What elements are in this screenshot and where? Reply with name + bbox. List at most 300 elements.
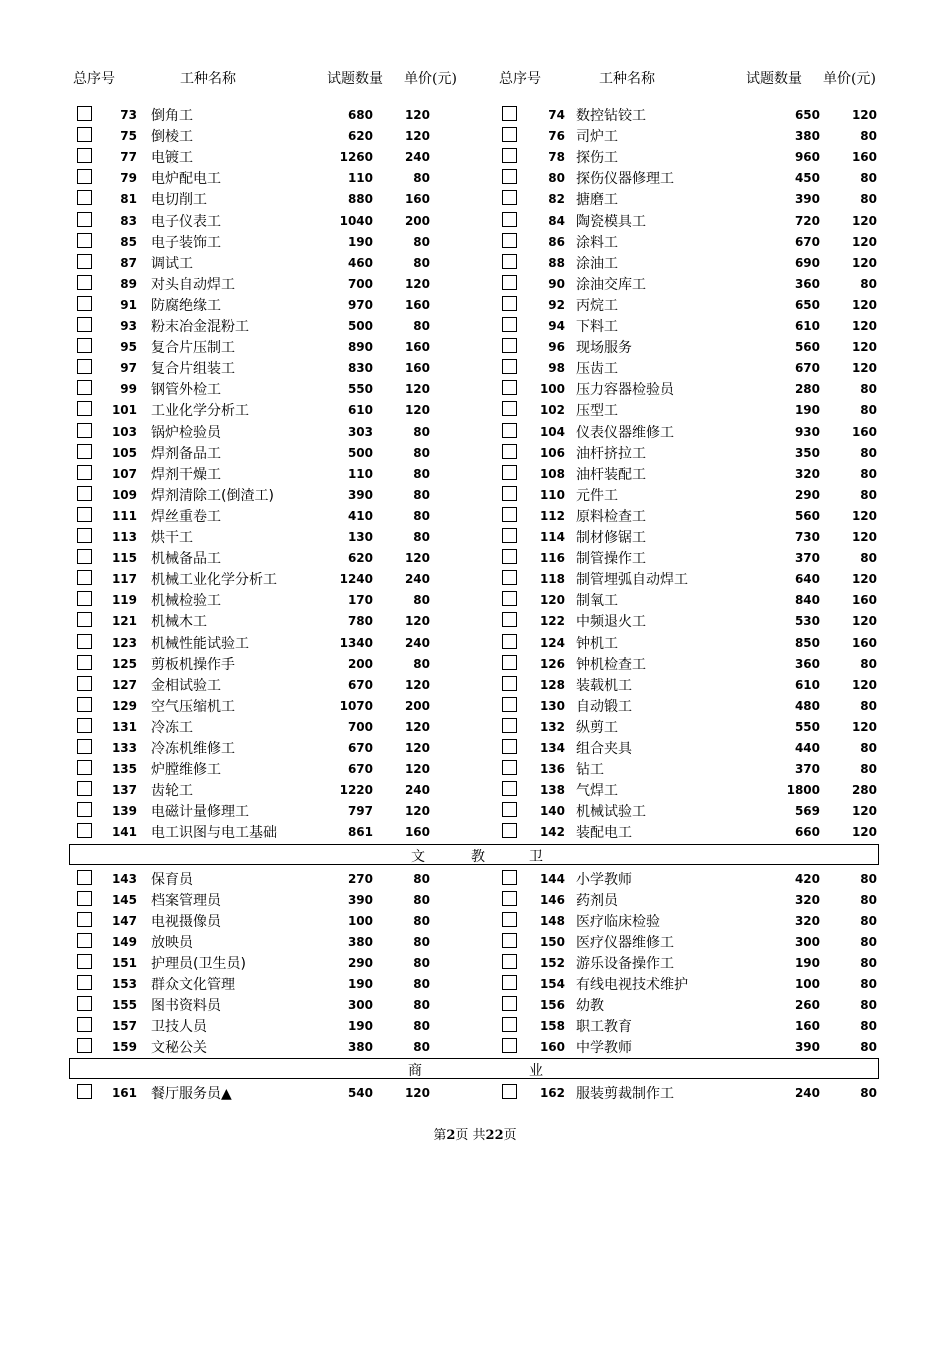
table-row bbox=[0, 1036, 950, 1057]
question-count: 320 bbox=[794, 892, 820, 907]
occupation-name: 调试工 bbox=[151, 255, 193, 272]
question-count: 290 bbox=[794, 487, 820, 502]
unit-price: 80 bbox=[860, 955, 877, 970]
seq-number: 102 bbox=[539, 403, 565, 418]
seq-number: 83 bbox=[120, 213, 137, 228]
seq-number: 77 bbox=[120, 150, 137, 165]
occupation-name: 游乐设备操作工 bbox=[576, 955, 674, 972]
seq-number: 75 bbox=[120, 129, 137, 144]
select-checkbox[interactable] bbox=[502, 634, 517, 649]
table-row bbox=[0, 104, 950, 125]
section-divider bbox=[69, 1058, 879, 1079]
seq-number: 74 bbox=[548, 108, 565, 122]
seq-number: 142 bbox=[539, 825, 565, 840]
seq-number: 91 bbox=[120, 297, 137, 312]
seq-number: 138 bbox=[539, 783, 565, 798]
seq-number: 94 bbox=[548, 319, 565, 333]
section-title-char: 教 bbox=[471, 848, 485, 865]
occupation-name: 机械性能试验工 bbox=[151, 635, 249, 652]
select-checkbox[interactable] bbox=[502, 106, 517, 121]
table-row bbox=[0, 125, 950, 146]
unit-price: 120 bbox=[851, 677, 877, 692]
unit-price: 80 bbox=[860, 276, 877, 291]
section-title-char: 业 bbox=[529, 1063, 543, 1080]
seq-number: 105 bbox=[111, 445, 137, 460]
question-count: 700 bbox=[347, 719, 373, 734]
unit-price: 80 bbox=[413, 913, 430, 928]
select-checkbox[interactable] bbox=[502, 1084, 517, 1099]
select-checkbox[interactable] bbox=[502, 891, 517, 906]
occupation-name: 探伤仪器修理工 bbox=[576, 171, 674, 188]
table-row bbox=[0, 188, 950, 209]
occupation-name: 压齿工 bbox=[576, 361, 618, 378]
table-row bbox=[0, 484, 950, 505]
select-checkbox[interactable] bbox=[502, 486, 517, 501]
occupation-name: 数控钻铰工 bbox=[576, 108, 646, 124]
seq-number: 119 bbox=[111, 593, 137, 608]
unit-price: 80 bbox=[860, 403, 877, 418]
unit-price: 120 bbox=[851, 719, 877, 734]
unit-price: 80 bbox=[413, 656, 430, 671]
occupation-name: 装载机工 bbox=[576, 677, 632, 694]
occupation-name: 幼教 bbox=[576, 998, 604, 1015]
seq-number: 82 bbox=[548, 192, 565, 207]
unit-price: 120 bbox=[404, 719, 430, 734]
occupation-name: 服装剪裁制作工 bbox=[576, 1086, 674, 1103]
unit-price: 80 bbox=[860, 892, 877, 907]
unit-price: 80 bbox=[860, 129, 877, 144]
select-checkbox[interactable] bbox=[502, 802, 517, 817]
unit-price: 80 bbox=[413, 487, 430, 502]
question-count: 861 bbox=[347, 825, 373, 840]
unit-price: 120 bbox=[404, 403, 430, 418]
question-count: 320 bbox=[794, 466, 820, 481]
seq-number: 116 bbox=[539, 551, 565, 566]
unit-price: 160 bbox=[404, 340, 430, 355]
occupation-name: 司炉工 bbox=[576, 129, 618, 146]
seq-number: 95 bbox=[120, 340, 137, 355]
select-checkbox[interactable] bbox=[502, 233, 517, 248]
select-checkbox[interactable] bbox=[502, 823, 517, 838]
question-count: 830 bbox=[347, 361, 373, 376]
seq-number: 129 bbox=[111, 698, 137, 713]
table-row bbox=[0, 973, 950, 994]
occupation-name: 焊剂清除工(倒渣工) bbox=[151, 487, 274, 504]
question-count: 650 bbox=[794, 297, 820, 312]
occupation-name: 小学教师 bbox=[576, 871, 632, 888]
header-name: 工种名称 bbox=[599, 71, 655, 87]
select-checkbox[interactable] bbox=[502, 975, 517, 990]
seq-number: 85 bbox=[120, 234, 137, 249]
table-row bbox=[0, 568, 950, 589]
occupation-name: 烘干工 bbox=[151, 530, 193, 546]
unit-price: 280 bbox=[851, 783, 877, 798]
question-count: 530 bbox=[794, 614, 820, 629]
table-row bbox=[0, 547, 950, 568]
question-count: 300 bbox=[347, 998, 373, 1013]
select-checkbox[interactable] bbox=[502, 338, 517, 353]
select-checkbox[interactable] bbox=[502, 781, 517, 796]
unit-price: 120 bbox=[404, 382, 430, 397]
seq-number: 134 bbox=[539, 741, 565, 755]
question-count: 380 bbox=[347, 934, 373, 949]
seq-number: 96 bbox=[548, 340, 565, 355]
seq-number: 111 bbox=[111, 508, 137, 523]
unit-price: 80 bbox=[413, 445, 430, 460]
question-count: 670 bbox=[347, 741, 373, 755]
seq-number: 155 bbox=[111, 998, 137, 1013]
occupation-name: 制氧工 bbox=[576, 593, 618, 610]
section-title-char: 卫 bbox=[529, 848, 543, 865]
question-count: 420 bbox=[794, 871, 820, 886]
unit-price: 160 bbox=[404, 361, 430, 376]
occupation-name: 压型工 bbox=[576, 403, 618, 420]
select-checkbox[interactable] bbox=[502, 380, 517, 395]
seq-number: 148 bbox=[539, 913, 565, 928]
table-row bbox=[0, 910, 950, 931]
occupation-name: 制材修锯工 bbox=[576, 530, 646, 546]
occupation-name: 仪表仪器维修工 bbox=[576, 424, 674, 441]
seq-number: 143 bbox=[111, 871, 137, 886]
occupation-name: 冷冻工 bbox=[151, 719, 193, 736]
table-row bbox=[0, 273, 950, 294]
seq-number: 114 bbox=[539, 530, 565, 544]
select-checkbox[interactable] bbox=[502, 317, 517, 332]
question-count: 620 bbox=[347, 129, 373, 144]
seq-number: 120 bbox=[539, 593, 565, 608]
question-count: 840 bbox=[794, 593, 820, 608]
section-title-char: 商 bbox=[408, 1063, 422, 1080]
occupation-name: 电视摄像员 bbox=[151, 913, 221, 930]
seq-number: 88 bbox=[548, 255, 565, 270]
question-count: 610 bbox=[794, 319, 820, 333]
seq-number: 130 bbox=[539, 698, 565, 713]
occupation-name: 涂油交库工 bbox=[576, 276, 646, 293]
table-row bbox=[0, 399, 950, 420]
occupation-name: 空气压缩机工 bbox=[151, 698, 235, 715]
seq-number: 90 bbox=[548, 276, 565, 291]
page-total: 22 bbox=[485, 1128, 504, 1143]
select-checkbox[interactable] bbox=[502, 401, 517, 416]
question-count: 670 bbox=[794, 234, 820, 249]
occupation-name: 焊剂干燥工 bbox=[151, 466, 221, 483]
occupation-name: 元件工 bbox=[576, 487, 618, 504]
select-checkbox[interactable] bbox=[502, 254, 517, 269]
seq-number: 113 bbox=[111, 530, 137, 544]
unit-price: 120 bbox=[851, 108, 877, 122]
occupation-name: 组合夹具 bbox=[576, 741, 632, 757]
select-checkbox[interactable] bbox=[502, 1038, 517, 1053]
occupation-name: 防腐绝缘工 bbox=[151, 297, 221, 314]
unit-price: 120 bbox=[851, 213, 877, 228]
occupation-name: 复合片压制工 bbox=[151, 340, 235, 357]
seq-number: 133 bbox=[111, 741, 137, 755]
select-checkbox[interactable] bbox=[502, 423, 517, 438]
question-count: 650 bbox=[794, 108, 820, 122]
seq-number: 92 bbox=[548, 297, 565, 312]
select-checkbox[interactable] bbox=[502, 870, 517, 885]
table-row bbox=[0, 1015, 950, 1036]
seq-number: 84 bbox=[548, 213, 565, 228]
seq-number: 101 bbox=[111, 403, 137, 418]
occupation-name: 对头自动焊工 bbox=[151, 276, 235, 293]
question-count: 370 bbox=[794, 762, 820, 777]
unit-price: 80 bbox=[860, 487, 877, 502]
select-checkbox[interactable] bbox=[502, 212, 517, 227]
unit-price: 120 bbox=[851, 804, 877, 819]
select-checkbox[interactable] bbox=[502, 190, 517, 205]
occupation-name: 钟机检查工 bbox=[576, 656, 646, 673]
occupation-name: 医疗仪器维修工 bbox=[576, 934, 674, 951]
occupation-name: 电磁计量修理工 bbox=[151, 804, 249, 821]
question-count: 930 bbox=[794, 424, 820, 439]
unit-price: 80 bbox=[413, 892, 430, 907]
table-row bbox=[0, 758, 950, 779]
table-row bbox=[0, 505, 950, 526]
occupation-name: 齿轮工 bbox=[151, 783, 193, 800]
unit-price: 120 bbox=[851, 361, 877, 376]
occupation-name: 油杆挤拉工 bbox=[576, 445, 646, 462]
select-checkbox[interactable] bbox=[502, 507, 517, 522]
seq-number: 160 bbox=[539, 1040, 565, 1055]
select-checkbox[interactable] bbox=[502, 718, 517, 733]
unit-price: 80 bbox=[413, 1040, 430, 1055]
seq-number: 127 bbox=[111, 677, 137, 692]
select-checkbox[interactable] bbox=[502, 655, 517, 670]
unit-price: 240 bbox=[404, 635, 430, 650]
seq-number: 139 bbox=[111, 804, 137, 819]
unit-price: 80 bbox=[860, 171, 877, 186]
unit-price: 80 bbox=[413, 171, 430, 186]
unit-price: 200 bbox=[404, 698, 430, 713]
occupation-name: 锅炉检验员 bbox=[151, 424, 221, 441]
seq-number: 100 bbox=[539, 382, 565, 397]
seq-number: 81 bbox=[120, 192, 137, 207]
occupation-name: 气焊工 bbox=[576, 783, 618, 800]
question-count: 480 bbox=[794, 698, 820, 713]
table-row bbox=[0, 821, 950, 842]
seq-number: 104 bbox=[539, 424, 565, 439]
seq-number: 99 bbox=[120, 382, 137, 397]
seq-number: 103 bbox=[111, 424, 137, 439]
occupation-name: 粉末冶金混粉工 bbox=[151, 319, 249, 335]
unit-price: 80 bbox=[860, 466, 877, 481]
select-checkbox[interactable] bbox=[502, 528, 517, 543]
occupation-name: 复合片组装工 bbox=[151, 361, 235, 378]
question-count: 410 bbox=[347, 508, 373, 523]
seq-number: 147 bbox=[111, 913, 137, 928]
question-count: 1240 bbox=[339, 572, 373, 587]
select-checkbox[interactable] bbox=[502, 549, 517, 564]
occupation-name: 机械备品工 bbox=[151, 551, 221, 568]
seq-number: 128 bbox=[539, 677, 565, 692]
select-checkbox[interactable] bbox=[502, 275, 517, 290]
question-count: 780 bbox=[347, 614, 373, 629]
occupation-name: 陶瓷模具工 bbox=[576, 213, 646, 230]
seq-number: 131 bbox=[111, 719, 137, 734]
select-checkbox[interactable] bbox=[502, 465, 517, 480]
question-count: 1220 bbox=[339, 783, 373, 798]
select-checkbox[interactable] bbox=[502, 697, 517, 712]
occupation-name: 电镀工 bbox=[151, 150, 193, 167]
select-checkbox[interactable] bbox=[502, 444, 517, 459]
table-row bbox=[0, 336, 950, 357]
question-count: 550 bbox=[347, 382, 373, 397]
table-row bbox=[0, 610, 950, 631]
unit-price: 80 bbox=[860, 656, 877, 671]
select-checkbox[interactable] bbox=[502, 933, 517, 948]
unit-price: 80 bbox=[413, 234, 430, 249]
occupation-name: 放映员 bbox=[151, 934, 193, 951]
unit-price: 80 bbox=[860, 762, 877, 777]
unit-price: 120 bbox=[851, 234, 877, 249]
select-checkbox[interactable] bbox=[502, 570, 517, 585]
header-seq: 总序号 bbox=[499, 71, 541, 87]
unit-price: 80 bbox=[860, 1019, 877, 1034]
select-checkbox[interactable] bbox=[502, 954, 517, 969]
question-count: 500 bbox=[347, 445, 373, 460]
occupation-name: 纵剪工 bbox=[576, 719, 618, 736]
question-count: 620 bbox=[347, 551, 373, 566]
question-count: 170 bbox=[347, 593, 373, 608]
occupation-name: 职工教育 bbox=[576, 1019, 632, 1036]
occupation-name: 涂油工 bbox=[576, 255, 618, 272]
unit-price: 120 bbox=[851, 255, 877, 270]
seq-number: 161 bbox=[111, 1086, 137, 1101]
unit-price: 120 bbox=[404, 741, 430, 755]
select-checkbox[interactable] bbox=[502, 1017, 517, 1032]
seq-number: 135 bbox=[111, 762, 137, 777]
seq-number: 97 bbox=[120, 361, 137, 376]
select-checkbox[interactable] bbox=[502, 169, 517, 184]
question-count: 890 bbox=[347, 340, 373, 355]
seq-number: 137 bbox=[111, 783, 137, 798]
occupation-name: 倒角工 bbox=[151, 108, 193, 124]
occupation-name: 保育员 bbox=[151, 871, 193, 888]
table-row bbox=[0, 994, 950, 1015]
unit-price: 120 bbox=[404, 804, 430, 819]
select-checkbox[interactable] bbox=[502, 996, 517, 1011]
seq-number: 136 bbox=[539, 762, 565, 777]
unit-price: 160 bbox=[851, 150, 877, 165]
occupation-name: 钻工 bbox=[576, 762, 604, 779]
question-count: 670 bbox=[347, 677, 373, 692]
seq-number: 124 bbox=[539, 635, 565, 650]
select-checkbox[interactable] bbox=[502, 739, 517, 754]
unit-price: 160 bbox=[851, 424, 877, 439]
table-row bbox=[0, 653, 950, 674]
question-count: 540 bbox=[347, 1086, 373, 1101]
seq-number: 79 bbox=[120, 171, 137, 186]
occupation-name: 炉膛维修工 bbox=[151, 762, 221, 779]
header-qty: 试题数量 bbox=[327, 71, 383, 87]
question-count: 380 bbox=[794, 129, 820, 144]
occupation-name: 餐厅服务员▲ bbox=[151, 1086, 232, 1103]
unit-price: 80 bbox=[860, 741, 877, 755]
seq-number: 106 bbox=[539, 445, 565, 460]
seq-number: 151 bbox=[111, 955, 137, 970]
unit-price: 80 bbox=[413, 508, 430, 523]
question-count: 303 bbox=[347, 424, 373, 439]
table-row bbox=[0, 589, 950, 610]
occupation-name: 剪板机操作手 bbox=[151, 656, 235, 673]
occupation-name: 下料工 bbox=[576, 319, 618, 335]
question-count: 880 bbox=[347, 192, 373, 207]
question-count: 1040 bbox=[339, 213, 373, 228]
question-count: 1340 bbox=[339, 635, 373, 650]
select-checkbox[interactable] bbox=[502, 591, 517, 606]
seq-number: 80 bbox=[548, 171, 565, 186]
occupation-name: 原料检查工 bbox=[576, 508, 646, 525]
seq-number: 157 bbox=[111, 1019, 137, 1034]
seq-number: 150 bbox=[539, 934, 565, 949]
table-row bbox=[0, 315, 950, 336]
seq-number: 78 bbox=[548, 150, 565, 165]
select-checkbox[interactable] bbox=[502, 148, 517, 163]
seq-number: 152 bbox=[539, 955, 565, 970]
unit-price: 120 bbox=[404, 1086, 430, 1101]
unit-price: 160 bbox=[851, 635, 877, 650]
table-row bbox=[0, 674, 950, 695]
question-count: 670 bbox=[794, 361, 820, 376]
select-checkbox[interactable] bbox=[502, 127, 517, 142]
question-count: 569 bbox=[794, 804, 820, 819]
table-row bbox=[0, 695, 950, 716]
unit-price: 80 bbox=[413, 871, 430, 886]
select-checkbox[interactable] bbox=[502, 676, 517, 691]
question-count: 720 bbox=[794, 213, 820, 228]
question-count: 1260 bbox=[339, 150, 373, 165]
select-checkbox[interactable] bbox=[502, 912, 517, 927]
occupation-name: 机械检验工 bbox=[151, 593, 221, 610]
unit-price: 120 bbox=[851, 297, 877, 312]
unit-price: 80 bbox=[860, 698, 877, 713]
table-row bbox=[0, 146, 950, 167]
question-count: 700 bbox=[347, 276, 373, 291]
seq-number: 141 bbox=[111, 825, 137, 840]
select-checkbox[interactable] bbox=[502, 296, 517, 311]
table-row bbox=[0, 526, 950, 547]
question-count: 670 bbox=[347, 762, 373, 777]
question-count: 460 bbox=[347, 255, 373, 270]
occupation-name: 焊剂备品工 bbox=[151, 445, 221, 462]
question-count: 960 bbox=[794, 150, 820, 165]
select-checkbox[interactable] bbox=[502, 760, 517, 775]
unit-price: 160 bbox=[851, 593, 877, 608]
table-row bbox=[0, 800, 950, 821]
question-count: 110 bbox=[347, 171, 373, 186]
question-count: 110 bbox=[347, 466, 373, 481]
occupation-name: 机械工业化学分析工 bbox=[151, 572, 277, 589]
occupation-name: 倒棱工 bbox=[151, 129, 193, 146]
unit-price: 120 bbox=[851, 508, 877, 523]
unit-price: 120 bbox=[851, 340, 877, 355]
occupation-name: 档案管理员 bbox=[151, 892, 221, 909]
unit-price: 240 bbox=[404, 783, 430, 798]
occupation-name: 制管操作工 bbox=[576, 551, 646, 568]
unit-price: 120 bbox=[851, 825, 877, 840]
occupation-name: 现场服务 bbox=[576, 340, 632, 357]
select-checkbox[interactable] bbox=[502, 612, 517, 627]
unit-price: 80 bbox=[860, 551, 877, 566]
question-count: 1800 bbox=[786, 783, 820, 798]
question-count: 440 bbox=[794, 741, 820, 755]
header-name: 工种名称 bbox=[180, 71, 236, 87]
select-checkbox[interactable] bbox=[502, 359, 517, 374]
occupation-name: 机械木工 bbox=[151, 614, 207, 631]
question-count: 300 bbox=[794, 934, 820, 949]
unit-price: 80 bbox=[413, 530, 430, 544]
